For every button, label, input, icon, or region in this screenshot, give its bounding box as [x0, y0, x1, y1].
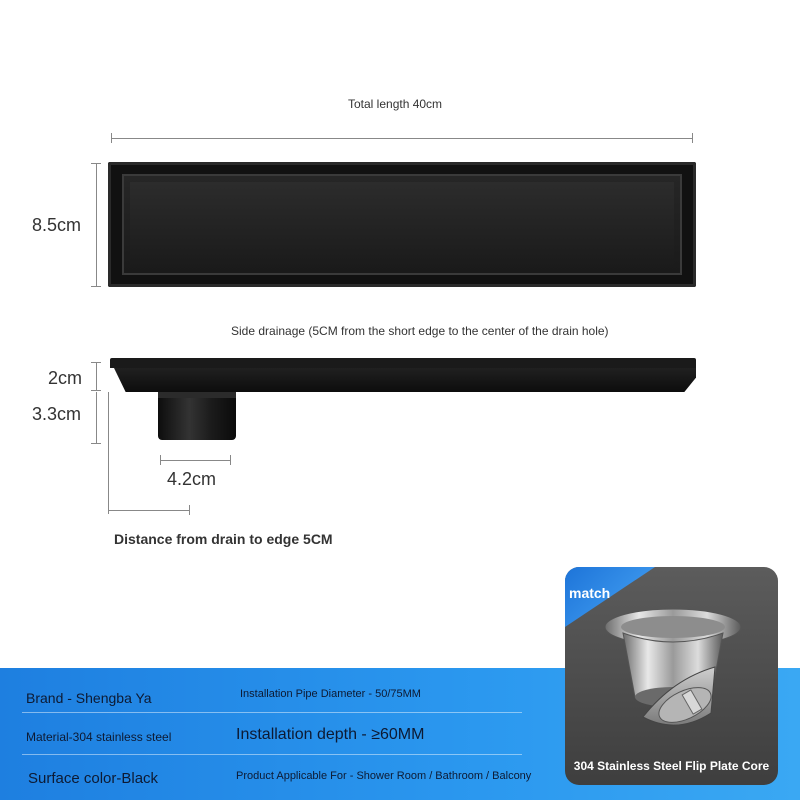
rim-height-label: 2cm	[48, 368, 83, 388]
drain-outlet-pipe	[158, 392, 236, 440]
spec-pipe-diameter: Installation Pipe Diameter - 50/75MM	[240, 688, 421, 700]
drain-to-edge-label: Distance from drain to edge 5CM	[114, 531, 333, 547]
pipe-diameter-label: 4.2cm	[167, 469, 217, 489]
spec-divider-2	[22, 754, 522, 755]
match-card	[565, 567, 778, 785]
drain-side-view	[110, 358, 696, 392]
pipe-tick-bottom	[91, 443, 101, 444]
drain-side-rim	[110, 358, 696, 368]
spec-brand: Brand - Shengba Ya	[26, 690, 152, 706]
pipe-diameter-tick-right	[230, 455, 231, 465]
edge-distance-line	[108, 510, 190, 511]
edge-distance-vline	[108, 392, 109, 514]
drain-outlet-ring	[158, 392, 236, 398]
rim-tick-top	[91, 362, 101, 363]
spec-divider-1	[22, 712, 522, 713]
drain-side-body	[114, 368, 696, 392]
spec-surface-color: Surface color-Black	[28, 770, 159, 787]
drain-top-frame	[122, 174, 682, 275]
rim-height-line	[96, 362, 97, 390]
pipe-height-line	[96, 392, 97, 444]
pipe-diameter-line	[160, 460, 231, 461]
length-tick-right	[692, 133, 693, 143]
width-tick-bottom	[91, 286, 101, 287]
match-label: match	[569, 585, 611, 601]
pipe-height-label: 3.3cm	[32, 404, 82, 424]
flip-plate-core-image	[565, 567, 778, 785]
total-length-label: Total length 40cm	[348, 97, 443, 111]
flip-plate-core-caption: 304 Stainless Steel Flip Plate Core	[573, 759, 770, 773]
spec-applicable-for: Product Applicable For - Shower Room / Bathroom / Balcony	[236, 770, 532, 782]
rim-tick-bottom	[91, 390, 101, 391]
width-label: 8.5cm	[32, 215, 82, 235]
spec-installation-depth: Installation depth - ≥60MM	[236, 726, 425, 743]
pipe-diameter-tick-left	[160, 455, 161, 465]
edge-distance-tick-right	[189, 505, 190, 515]
width-dimension-line	[96, 163, 97, 287]
spec-material: Material-304 stainless steel	[26, 730, 172, 744]
width-tick-top	[91, 163, 101, 164]
side-drainage-label: Side drainage (5CM from the short edge to the center of the drain hole)	[231, 324, 609, 338]
length-dimension-line	[111, 138, 693, 139]
length-tick-left	[111, 133, 112, 143]
drain-top-plate	[130, 182, 674, 267]
drain-top-view	[108, 162, 696, 287]
